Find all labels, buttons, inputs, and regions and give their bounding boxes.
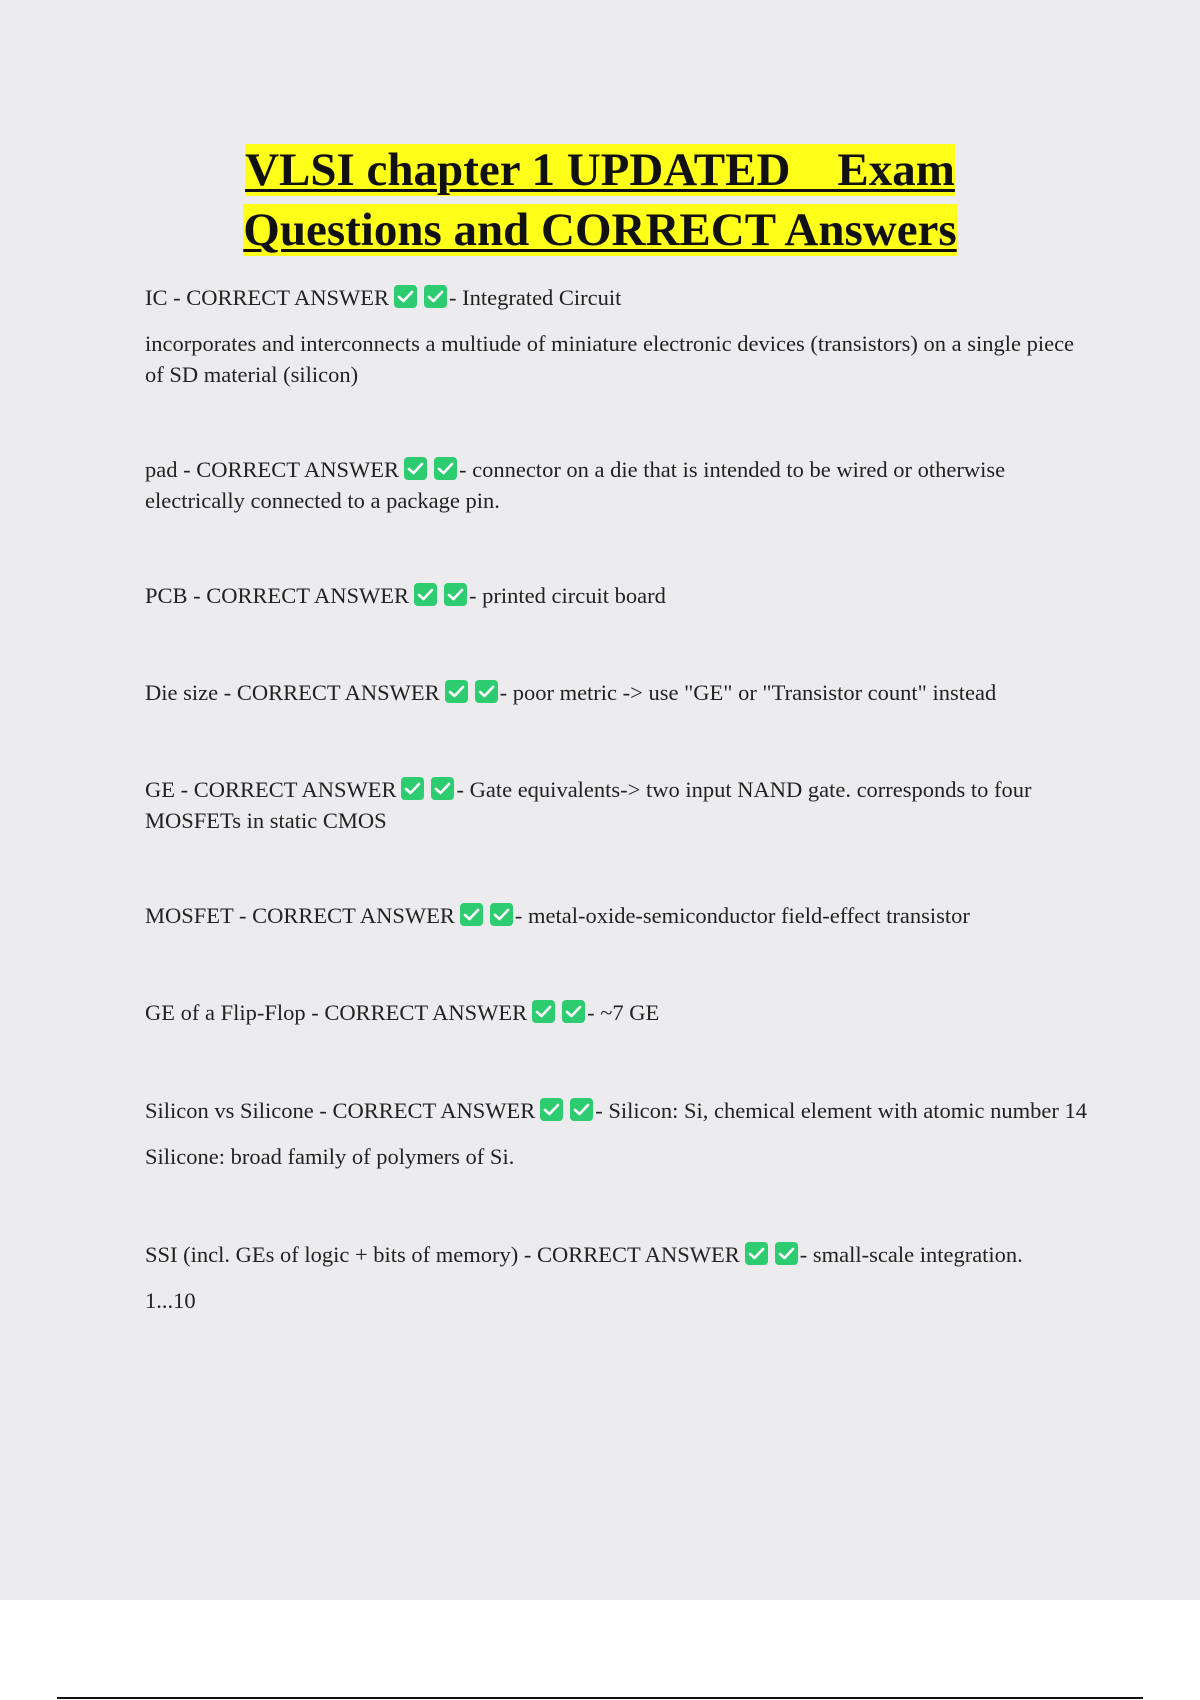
- qa-entry-die-size: [145, 677, 1090, 708]
- qa-term: MOSFET - CORRECT ANSWER: [145, 903, 455, 928]
- check-box-icon: [540, 1098, 563, 1121]
- title-block: [0, 140, 1200, 260]
- qa-term: Silicon vs Silicone - CORRECT ANSWER: [145, 1098, 536, 1123]
- qa-entry-ic: [145, 282, 1090, 390]
- qa-answer: - Silicon: Si, chemical element with atomic number 14: [595, 1098, 1087, 1123]
- qa-question: [145, 1239, 1090, 1270]
- qa-answer: - ~7 GE: [587, 1000, 660, 1025]
- qa-entry-pcb: [145, 580, 1090, 611]
- qa-entry-pad: [145, 454, 1090, 516]
- qa-question: [145, 454, 1090, 516]
- qa-entry-ssi: [145, 1239, 1090, 1316]
- qa-term: IC - CORRECT ANSWER: [145, 285, 389, 310]
- check-box-icon: [490, 903, 513, 926]
- title-line-2: Questions and CORRECT Answers: [243, 204, 957, 256]
- check-box-icon: [460, 903, 483, 926]
- check-box-icon: [434, 457, 457, 480]
- qa-extra: 1...10: [145, 1288, 196, 1313]
- qa-term: GE of a Flip-Flop - CORRECT ANSWER: [145, 1000, 528, 1025]
- page-title: [243, 140, 956, 260]
- qa-question: [145, 282, 1090, 313]
- qa-answer: - Gate equivalents-> two input NAND gate. corresponds to four MOSFETs in static CMOS: [145, 777, 1032, 833]
- check-box-icon: [562, 1000, 585, 1023]
- check-box-icon: [532, 1000, 555, 1023]
- qa-extra: Silicone: broad family of polymers of Si.: [145, 1144, 515, 1169]
- check-box-icon: [431, 777, 454, 800]
- title-line-1: VLSI chapter 1 UPDATED Exam: [245, 144, 955, 196]
- qa-question: [145, 1095, 1090, 1126]
- qa-term: SSI (incl. GEs of logic + bits of memory) - CORRECT ANSWER: [145, 1242, 740, 1267]
- qa-question: [145, 900, 1090, 931]
- qa-entry-mosfet: [145, 900, 1090, 931]
- check-box-icon: [394, 285, 417, 308]
- qa-answer: - metal-oxide-semiconductor field-effect transistor: [514, 903, 970, 928]
- footer-divider: [57, 1697, 1143, 1699]
- qa-entry-ge: [145, 774, 1090, 836]
- qa-answer: - connector on a die that is intended to be wired or otherwise electrically connected to a package pin.: [145, 457, 1006, 513]
- qa-question: [145, 774, 1090, 836]
- qa-question: [145, 677, 1090, 708]
- check-box-icon: [775, 1242, 798, 1265]
- qa-answer: - Integrated Circuit: [448, 285, 622, 310]
- qa-entry-silicon: [145, 1095, 1090, 1172]
- qa-answer: - small-scale integration.: [799, 1242, 1023, 1267]
- check-box-icon: [745, 1242, 768, 1265]
- qa-term: GE - CORRECT ANSWER: [145, 777, 397, 802]
- qa-extra: incorporates and interconnects a multiude of miniature electronic devices (transistors) on a single piece of SD material (silicon): [145, 331, 1075, 387]
- qa-question: [145, 580, 1090, 611]
- check-box-icon: [570, 1098, 593, 1121]
- qa-term: pad - CORRECT ANSWER: [145, 457, 399, 482]
- check-box-icon: [475, 680, 498, 703]
- qa-answer: - poor metric -> use "GE" or "Transistor count" instead: [499, 680, 997, 705]
- check-box-icon: [401, 777, 424, 800]
- check-box-icon: [445, 680, 468, 703]
- qa-list: [145, 282, 1090, 1316]
- qa-entry-flip-flop: [145, 997, 1090, 1028]
- qa-answer: - printed circuit board: [469, 583, 666, 608]
- qa-term: PCB - CORRECT ANSWER: [145, 583, 410, 608]
- check-box-icon: [404, 457, 427, 480]
- qa-term: Die size - CORRECT ANSWER: [145, 680, 440, 705]
- check-box-icon: [414, 583, 437, 606]
- qa-question: [145, 997, 1090, 1028]
- check-box-icon: [444, 583, 467, 606]
- check-box-icon: [424, 285, 447, 308]
